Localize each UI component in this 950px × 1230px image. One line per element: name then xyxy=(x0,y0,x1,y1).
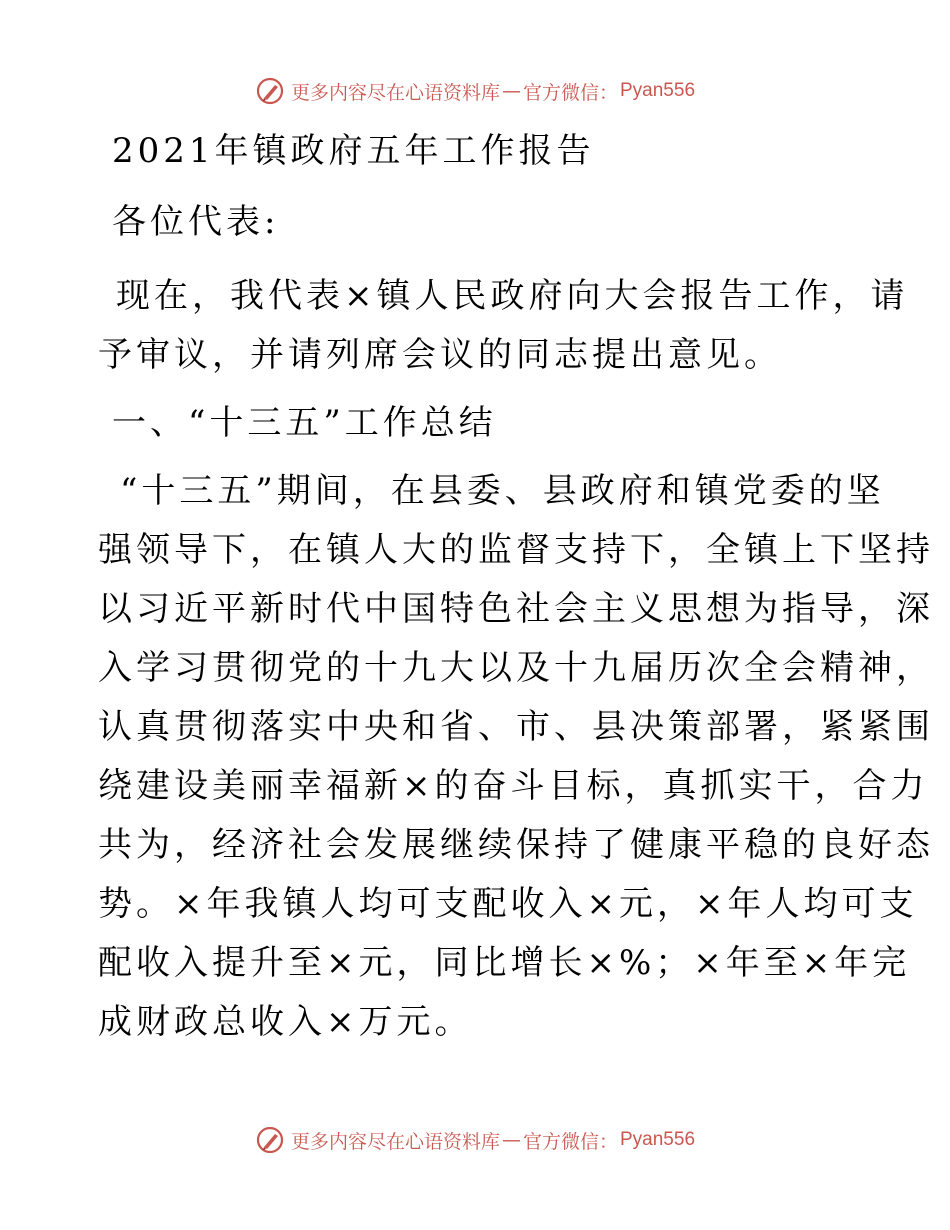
watermark-dash: — xyxy=(501,1129,521,1151)
watermark-text: 更多内容尽在心语资料库 xyxy=(290,81,500,104)
paragraph-line: 强领导下，在镇人大的监督支持下，全镇上下坚持 xyxy=(98,530,934,570)
paragraph-line: 绕建设美丽幸福新×的奋斗目标，真抓实干，合力 xyxy=(98,766,929,806)
pen-logo-icon xyxy=(255,1125,285,1155)
paragraph-line: 以习近平新时代中国特色社会主义思想为指导，深 xyxy=(98,589,934,629)
watermark-text: 更多内容尽在心语资料库 xyxy=(290,1130,500,1153)
pen-logo-icon xyxy=(255,76,285,106)
paragraph-line: 配收入提升至×元，同比增长×%；×年至×年完 xyxy=(98,943,911,983)
section-heading: 一、“十三五”工作总结 xyxy=(112,403,497,443)
intro-line: 予审议，并请列席会议的同志提出意见。 xyxy=(98,335,782,375)
watermark-footer xyxy=(0,1120,950,1160)
watermark-header xyxy=(0,71,950,111)
summary-paragraph xyxy=(98,462,934,1052)
intro-line: 现在，我代表×镇人民政府向大会报告工作，请 xyxy=(116,276,909,316)
document-title: 2021年镇政府五年工作报告 xyxy=(112,131,595,171)
paragraph-line: 势。×年我镇人均可支配收入×元，×年人均可支 xyxy=(98,884,918,924)
watermark-contact-label: 官方微信： xyxy=(522,81,618,104)
greeting: 各位代表: xyxy=(112,202,280,242)
paragraph-line: 认真贯彻落实中央和省、市、县决策部署，紧紧围 xyxy=(98,707,934,747)
watermark-contact-id: Pyan556 xyxy=(620,1129,696,1150)
paragraph-line: 入学习贯彻党的十九大以及十九届历次全会精神， xyxy=(98,648,934,688)
watermark-contact-id: Pyan556 xyxy=(620,80,696,101)
paragraph-line: “十三五”期间，在县委、县政府和镇党委的坚 xyxy=(120,471,885,511)
paragraph-line: 共为，经济社会发展继续保持了健康平稳的良好态 xyxy=(98,825,934,865)
intro-paragraph xyxy=(98,267,909,385)
watermark-contact-label: 官方微信： xyxy=(522,1130,618,1153)
paragraph-line: 成财政总收入×万元。 xyxy=(98,1002,473,1042)
watermark-dash: — xyxy=(501,80,521,102)
document-body xyxy=(98,122,934,1052)
